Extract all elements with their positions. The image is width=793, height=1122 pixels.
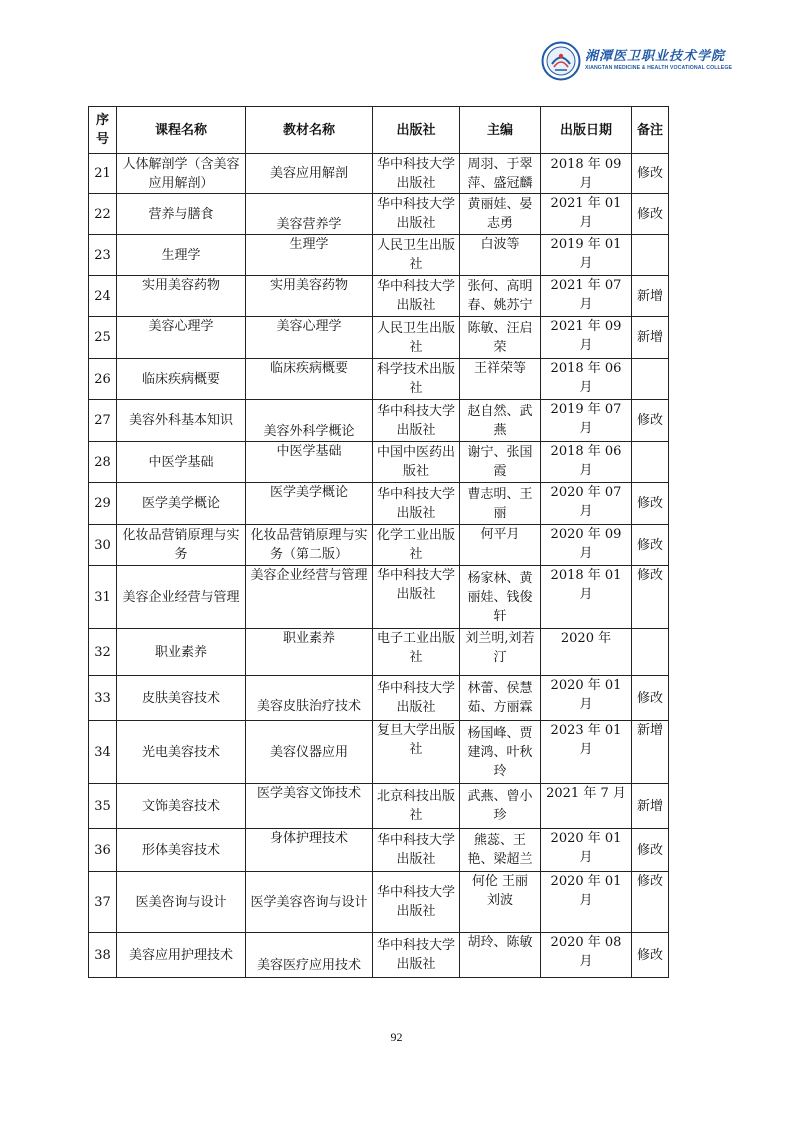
cell-course: 医学美学概论 [117, 483, 246, 525]
header-editor: 主编 [460, 107, 541, 154]
cell-editor: 陈敏、汪启荣 [460, 317, 541, 359]
cell-course: 美容心理学 [117, 317, 246, 359]
cell-course: 皮肤美容技术 [117, 676, 246, 721]
cell-seq: 25 [89, 317, 117, 359]
cell-note: 修改 [632, 525, 669, 566]
college-name [585, 50, 732, 71]
table-row [89, 629, 669, 676]
cell-editor: 曹志明、王丽 [460, 483, 541, 525]
cell-editor: 周羽、于翠萍、盛冠麟 [460, 154, 541, 194]
cell-course: 临床疾病概要 [117, 359, 246, 400]
cell-textbook: 美容营养学 [246, 194, 373, 235]
cell-editor: 杨家林、黄丽娃、钱俊轩 [460, 566, 541, 629]
cell-note: 修改 [632, 933, 669, 978]
cell-seq: 36 [89, 829, 117, 872]
cell-note [632, 359, 669, 400]
cell-course: 中医学基础 [117, 442, 246, 483]
college-name-en: XIANGTAN MEDICINE & HEALTH VOCATIONAL COLLEGE [585, 65, 733, 72]
cell-publisher: 华中科技大学出版社 [373, 194, 460, 235]
cell-seq: 28 [89, 442, 117, 483]
cell-publisher: 化学工业出版社 [373, 525, 460, 566]
cell-textbook: 美容仪器应用 [246, 721, 373, 784]
cell-note [632, 235, 669, 276]
cell-editor: 何平月 [460, 525, 541, 566]
cell-date: 2018 年 06 月 [541, 359, 632, 400]
cell-seq: 38 [89, 933, 117, 978]
table-row [89, 276, 669, 317]
table-row [89, 566, 669, 629]
table-row [89, 525, 669, 566]
cell-publisher: 华中科技大学出版社 [373, 933, 460, 978]
cell-course: 医美咨询与设计 [117, 872, 246, 933]
cell-textbook: 实用美容药物 [246, 276, 373, 317]
cell-note [632, 442, 669, 483]
cell-publisher: 电子工业出版社 [373, 629, 460, 676]
header-publisher: 出版社 [373, 107, 460, 154]
cell-date: 2020 年 08 月 [541, 933, 632, 978]
cell-date: 2020 年 07 月 [541, 483, 632, 525]
cell-date: 2021 年 01 月 [541, 194, 632, 235]
cell-publisher: 中国中医药出版社 [373, 442, 460, 483]
cell-course: 光电美容技术 [117, 721, 246, 784]
cell-note: 修改 [632, 154, 669, 194]
cell-editor: 胡玲、陈敏 [460, 933, 541, 978]
cell-textbook: 美容医疗应用技术 [246, 933, 373, 978]
cell-course: 美容外科基本知识 [117, 400, 246, 442]
cell-editor: 谢宁、张国霞 [460, 442, 541, 483]
cell-publisher: 复旦大学出版社 [373, 721, 460, 784]
header-seq: 序号 [89, 107, 117, 154]
header-note: 备注 [632, 107, 669, 154]
cell-date: 2020 年 [541, 629, 632, 676]
cell-course: 营养与膳食 [117, 194, 246, 235]
table-row [89, 400, 669, 442]
cell-publisher: 科学技术出版社 [373, 359, 460, 400]
cell-editor: 武燕、曾小珍 [460, 784, 541, 829]
cell-editor: 熊蕊、王艳、梁超兰 [460, 829, 541, 872]
page-number: 92 [390, 1030, 403, 1044]
cell-seq: 26 [89, 359, 117, 400]
college-logo [541, 38, 737, 84]
cell-editor: 何伦 王丽 刘波 [460, 872, 541, 933]
cell-course: 生理学 [117, 235, 246, 276]
cell-seq: 37 [89, 872, 117, 933]
cell-date: 2020 年 01 月 [541, 872, 632, 933]
cell-date: 2020 年 01 月 [541, 676, 632, 721]
cell-textbook: 美容企业经营与管理 [246, 566, 373, 629]
cell-textbook: 医学美容咨询与设计 [246, 872, 373, 933]
cell-textbook: 美容皮肤治疗技术 [246, 676, 373, 721]
table-row [89, 933, 669, 978]
cell-note: 修改 [632, 483, 669, 525]
cell-note: 新增 [632, 317, 669, 359]
table-row [89, 317, 669, 359]
cell-course: 化妆品营销原理与实务 [117, 525, 246, 566]
table-row [89, 194, 669, 235]
cell-course: 实用美容药物 [117, 276, 246, 317]
cell-course: 职业素养 [117, 629, 246, 676]
cell-publisher: 华中科技大学出版社 [373, 872, 460, 933]
cell-textbook: 中医学基础 [246, 442, 373, 483]
cell-publisher: 人民卫生出版社 [373, 317, 460, 359]
cell-publisher: 华中科技大学出版社 [373, 676, 460, 721]
cell-editor: 黄丽娃、晏志勇 [460, 194, 541, 235]
cell-date: 2018 年 06 月 [541, 442, 632, 483]
cell-textbook: 美容应用解剖 [246, 154, 373, 194]
cell-editor: 赵自然、武燕 [460, 400, 541, 442]
cell-course: 人体解剖学（含美容应用解剖） [117, 154, 246, 194]
cell-note: 修改 [632, 829, 669, 872]
cell-note: 修改 [632, 872, 669, 933]
header-course: 课程名称 [117, 107, 246, 154]
table-row [89, 676, 669, 721]
cell-note: 修改 [632, 400, 669, 442]
cell-editor: 白波等 [460, 235, 541, 276]
cell-seq: 27 [89, 400, 117, 442]
cell-publisher: 华中科技大学出版社 [373, 483, 460, 525]
cell-note: 修改 [632, 566, 669, 629]
cell-seq: 34 [89, 721, 117, 784]
cell-date: 2023 年 01 月 [541, 721, 632, 784]
cell-textbook: 生理学 [246, 235, 373, 276]
cell-date: 2021 年 07 月 [541, 276, 632, 317]
cell-note: 修改 [632, 676, 669, 721]
table-row [89, 872, 669, 933]
cell-note: 修改 [632, 194, 669, 235]
cell-date: 2021 年 09 月 [541, 317, 632, 359]
table-row [89, 784, 669, 829]
cell-seq: 32 [89, 629, 117, 676]
cell-publisher: 华中科技大学出版社 [373, 154, 460, 194]
cell-date: 2020 年 01 月 [541, 829, 632, 872]
textbook-table [88, 106, 669, 978]
cell-textbook: 医学美学概论 [246, 483, 373, 525]
table-row [89, 359, 669, 400]
table-row [89, 483, 669, 525]
cell-publisher: 华中科技大学出版社 [373, 566, 460, 629]
cell-textbook: 医学美容文饰技术 [246, 784, 373, 829]
cell-publisher: 华中科技大学出版社 [373, 276, 460, 317]
cell-seq: 22 [89, 194, 117, 235]
cell-textbook: 职业素养 [246, 629, 373, 676]
cell-date: 2020 年 09 月 [541, 525, 632, 566]
cell-course: 美容企业经营与管理 [117, 566, 246, 629]
table-header-row [89, 107, 669, 154]
cell-course: 美容应用护理技术 [117, 933, 246, 978]
cell-publisher: 华中科技大学出版社 [373, 400, 460, 442]
cell-date: 2018 年 09 月 [541, 154, 632, 194]
cell-course: 文饰美容技术 [117, 784, 246, 829]
cell-seq: 21 [89, 154, 117, 194]
cell-date: 2018 年 01 月 [541, 566, 632, 629]
cell-seq: 23 [89, 235, 117, 276]
table-row [89, 235, 669, 276]
cell-publisher: 华中科技大学出版社 [373, 829, 460, 872]
header-date: 出版日期 [541, 107, 632, 154]
cell-seq: 35 [89, 784, 117, 829]
college-name-cn: 湘潭医卫职业技术学院 [585, 49, 726, 65]
cell-textbook: 美容心理学 [246, 317, 373, 359]
table-row [89, 154, 669, 194]
cell-note: 新增 [632, 784, 669, 829]
cell-publisher: 人民卫生出版社 [373, 235, 460, 276]
cell-date: 2019 年 01 月 [541, 235, 632, 276]
cell-publisher: 北京科技出版社 [373, 784, 460, 829]
cell-editor: 刘兰明,刘若汀 [460, 629, 541, 676]
cell-seq: 29 [89, 483, 117, 525]
cell-course: 形体美容技术 [117, 829, 246, 872]
cell-editor: 张何、高明春、姚苏宁 [460, 276, 541, 317]
table-row [89, 442, 669, 483]
cell-note: 新增 [632, 276, 669, 317]
cell-editor: 王祥荣等 [460, 359, 541, 400]
cell-editor: 林蕾、侯慧茹、方丽霖 [460, 676, 541, 721]
cell-textbook: 美容外科学概论 [246, 400, 373, 442]
cell-textbook: 身体护理技术 [246, 829, 373, 872]
college-emblem-icon [541, 41, 581, 81]
cell-textbook: 临床疾病概要 [246, 359, 373, 400]
header-textbook: 教材名称 [246, 107, 373, 154]
cell-note: 新增 [632, 721, 669, 784]
cell-seq: 30 [89, 525, 117, 566]
cell-date: 2021 年 7 月 [541, 784, 632, 829]
cell-editor: 杨国峰、贾建鸿、叶秋玲 [460, 721, 541, 784]
table-row [89, 721, 669, 784]
cell-seq: 24 [89, 276, 117, 317]
cell-date: 2019 年 07 月 [541, 400, 632, 442]
table-row [89, 829, 669, 872]
cell-seq: 33 [89, 676, 117, 721]
cell-seq: 31 [89, 566, 117, 629]
cell-textbook: 化妆品营销原理与实务（第二版） [246, 525, 373, 566]
cell-note [632, 629, 669, 676]
